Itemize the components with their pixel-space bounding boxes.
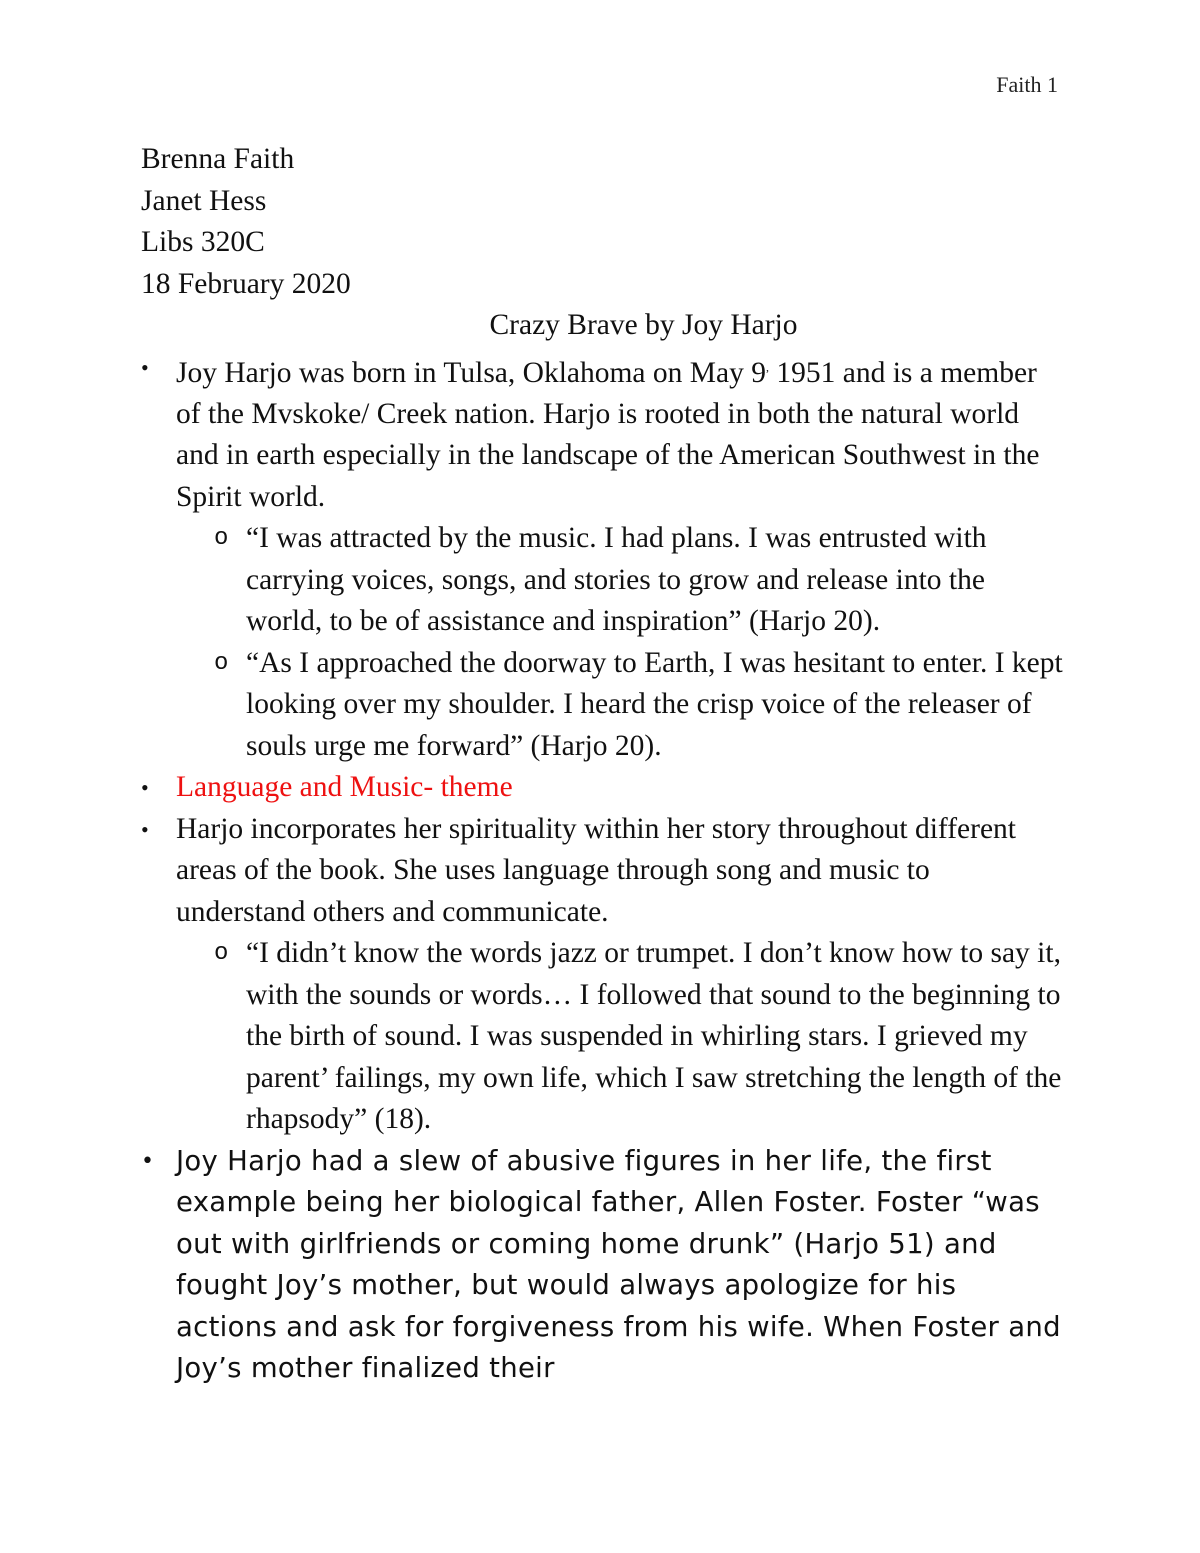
sub-bullet-icon: o [214,525,229,553]
bullet-item-abusive-figures [141,1141,1066,1390]
bullet-icon: • [141,354,149,380]
quote-text: “I was attracted by the music. I had plans. I was entrusted with carrying voices, songs, and stories to grow and release into the world, to be of assistance and inspiration” (Harjo 20). [246,522,987,638]
bullet-text: Joy Harjo had a slew of abusive figures in her life, the first example being her biological father, Allen Foster. Foster “was out with girlfriends or coming home drunk” (Harjo 51) and fought Joy’s mother, but would always apologize for his actions and ask for forgiveness from his wife. When Foster and Joy’s mother finalized their [176,1144,1061,1385]
bullet-item-spirituality [141,809,1066,1141]
superscript-mark: , [765,359,769,374]
bullet-text: Joy Harjo was born in Tulsa, Oklahoma on May 9 [176,356,766,389]
sub-item-quote [176,518,1066,643]
bullet-icon: • [141,1148,155,1174]
bullet-item-theme [141,767,1066,809]
instructor-name: Janet Hess [141,184,267,217]
date-line: 18 February 2020 [141,267,351,300]
bullet-text: Harjo incorporates her spirituality within her story throughout different areas of the book. She uses language through song and music to understand others and communicate. [176,812,1017,928]
quote-text: “I didn’t know the words jazz or trumpet. I don’t know how to say it, with the sounds or words… I followed that sound to the beginning to the birth of sound. I was suspended in whirling stars. I grieved my parent’ failings, my own life, which I saw stretching the length of the rhapsody” (18). [246,937,1062,1136]
bullet-item-birth [141,347,1066,768]
sub-bullet-icon: o [214,940,229,968]
bullet-list [141,347,1066,1390]
document-body [141,139,1066,1390]
sub-list [176,518,1066,767]
sub-item-quote [176,643,1066,768]
sub-list [176,933,1066,1141]
page-header: Faith 1 [996,72,1058,97]
quote-text: “As I approached the doorway to Earth, I was hesitant to enter. I kept looking over my shoulder. I heard the crisp voice of the releaser of souls urge me forward” (Harjo 20). [246,646,1063,762]
document-title: Crazy Brave by Joy Harjo [489,309,798,341]
student-name: Brenna Faith [141,143,295,175]
bullet-icon: • [141,816,149,842]
bullet-icon: • [141,775,149,801]
course-name: Libs 320C [141,226,265,258]
sub-bullet-icon: o [214,649,229,677]
bullet-text-continued: 1951 and is a member of the Mvskoke/ Creek nation. Harjo is rooted in both the natural world and in earth especially in the landscape of the American Southwest in the Spirit world. [176,356,1040,513]
sub-item-quote [176,933,1066,1141]
theme-heading: Language and Music- theme [176,771,513,804]
